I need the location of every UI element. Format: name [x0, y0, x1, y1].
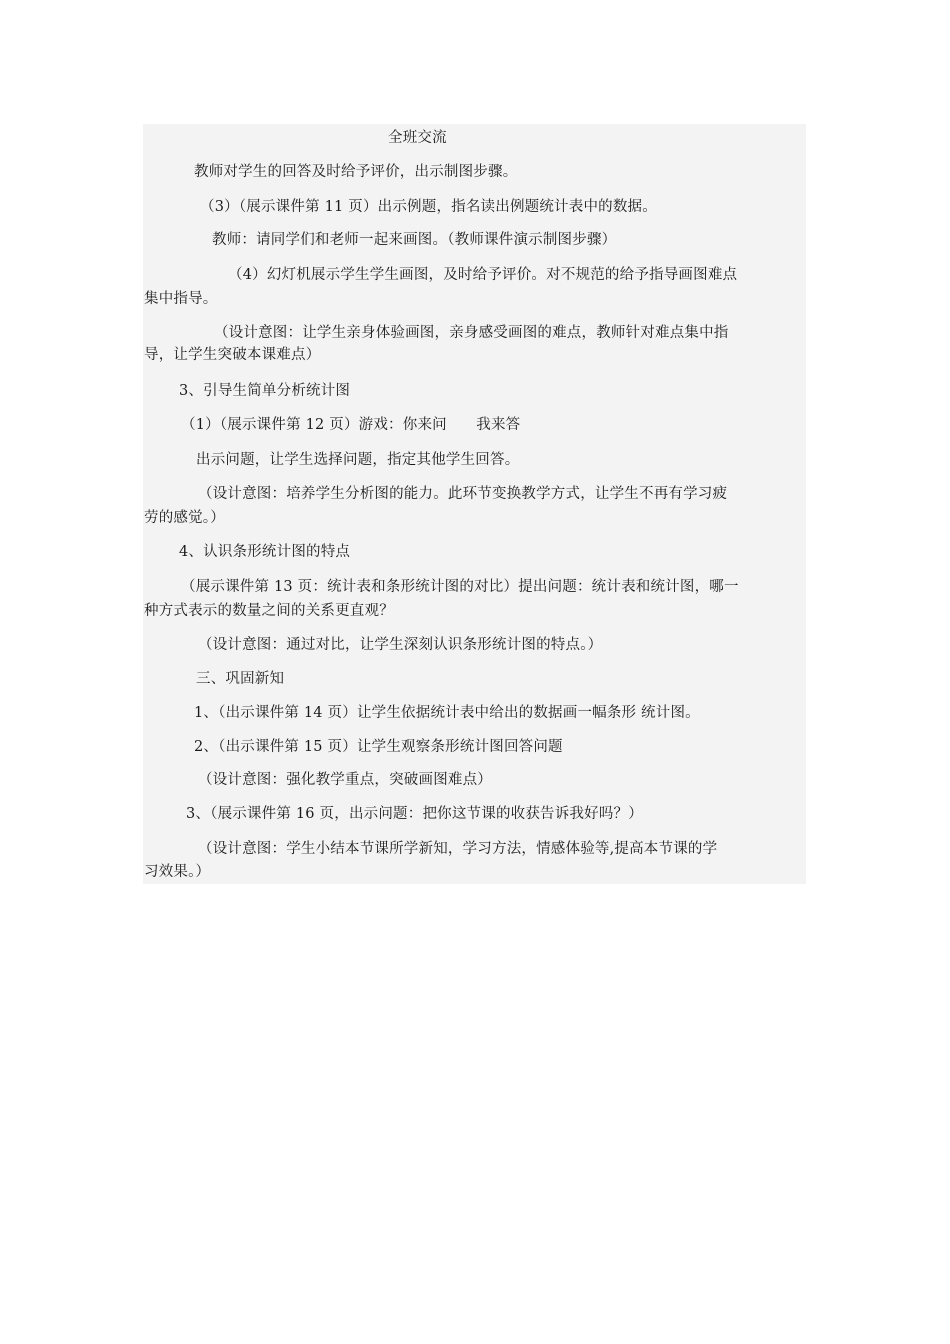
heading-bar-chart-features: 4、认识条形统计图的特点 — [179, 544, 351, 560]
paragraph-comparison-line1: （展示课件第 13 页：统计表和条形统计图的对比）提出问题：统计表和统计图，哪一 — [181, 579, 739, 595]
paragraph-comparison-line2: 种方式表示的数量之间的关系更直观？ — [144, 603, 394, 619]
heading-consolidate: 三、巩固新知 — [196, 671, 285, 687]
paragraph-questions: 出示问题，让学生选择问题，指定其他学生回答。 — [196, 452, 520, 468]
paragraph-exercise-2: 2、（出示课件第 15 页）让学生观察条形统计图回答问题 — [194, 739, 563, 755]
heading-analyze-chart: 3、引导生简单分析统计图 — [179, 383, 351, 399]
paragraph-exercise-1: 1、（出示课件第 14 页）让学生依据统计表中给出的数据画一幅条形 统计图。 — [194, 705, 700, 721]
paragraph-step-3: （3）（展示课件第 11 页）出示例题，指名读出例题统计表中的数据。 — [200, 199, 657, 215]
paragraph-design-intent-1-line2: 导，让学生突破本课难点） — [144, 347, 321, 363]
paragraph-class-discussion: 全班交流 — [388, 130, 447, 146]
paragraph-design-intent-2-line2: 劳的感觉。） — [144, 510, 225, 526]
paragraph-step-4-line1: （4）幻灯机展示学生学生画图，及时给予评价。对不规范的给予指导画图难点 — [228, 267, 738, 283]
paragraph-design-intent-2-line1: （设计意图：培养学生分析图的能力。此环节变换教学方式，让学生不再有学习疲 — [198, 486, 728, 502]
paragraph-design-intent-3: （设计意图：通过对比，让学生深刻认识条形统计图的特点。） — [198, 637, 603, 653]
paragraph-exercise-3: 3、（展示课件第 16 页，出示问题：把你这节课的收获告诉我好吗？） — [186, 806, 643, 822]
paragraph-teacher-draw: 教师：请同学们和老师一起来画图。（教师课件演示制图步骤） — [212, 232, 617, 248]
paragraph-step-4-line2: 集中指导。 — [144, 291, 218, 307]
paragraph-game: （1）（展示课件第 12 页）游戏：你来问 我来答 — [181, 417, 521, 433]
paragraph-design-intent-4: （设计意图：强化教学重点，突破画图难点） — [198, 772, 492, 788]
paragraph-design-intent-5-line1: （设计意图：学生小结本节课所学新知，学习方法，情感体验等,提高本节课的学 — [198, 841, 718, 857]
paragraph-design-intent-5-line2: 习效果。） — [144, 864, 211, 880]
paragraph-teacher-feedback: 教师对学生的回答及时给予评价，出示制图步骤。 — [194, 164, 518, 180]
paragraph-design-intent-1-line1: （设计意图：让学生亲身体验画图，亲身感受画图的难点，教师针对难点集中指 — [214, 325, 729, 341]
